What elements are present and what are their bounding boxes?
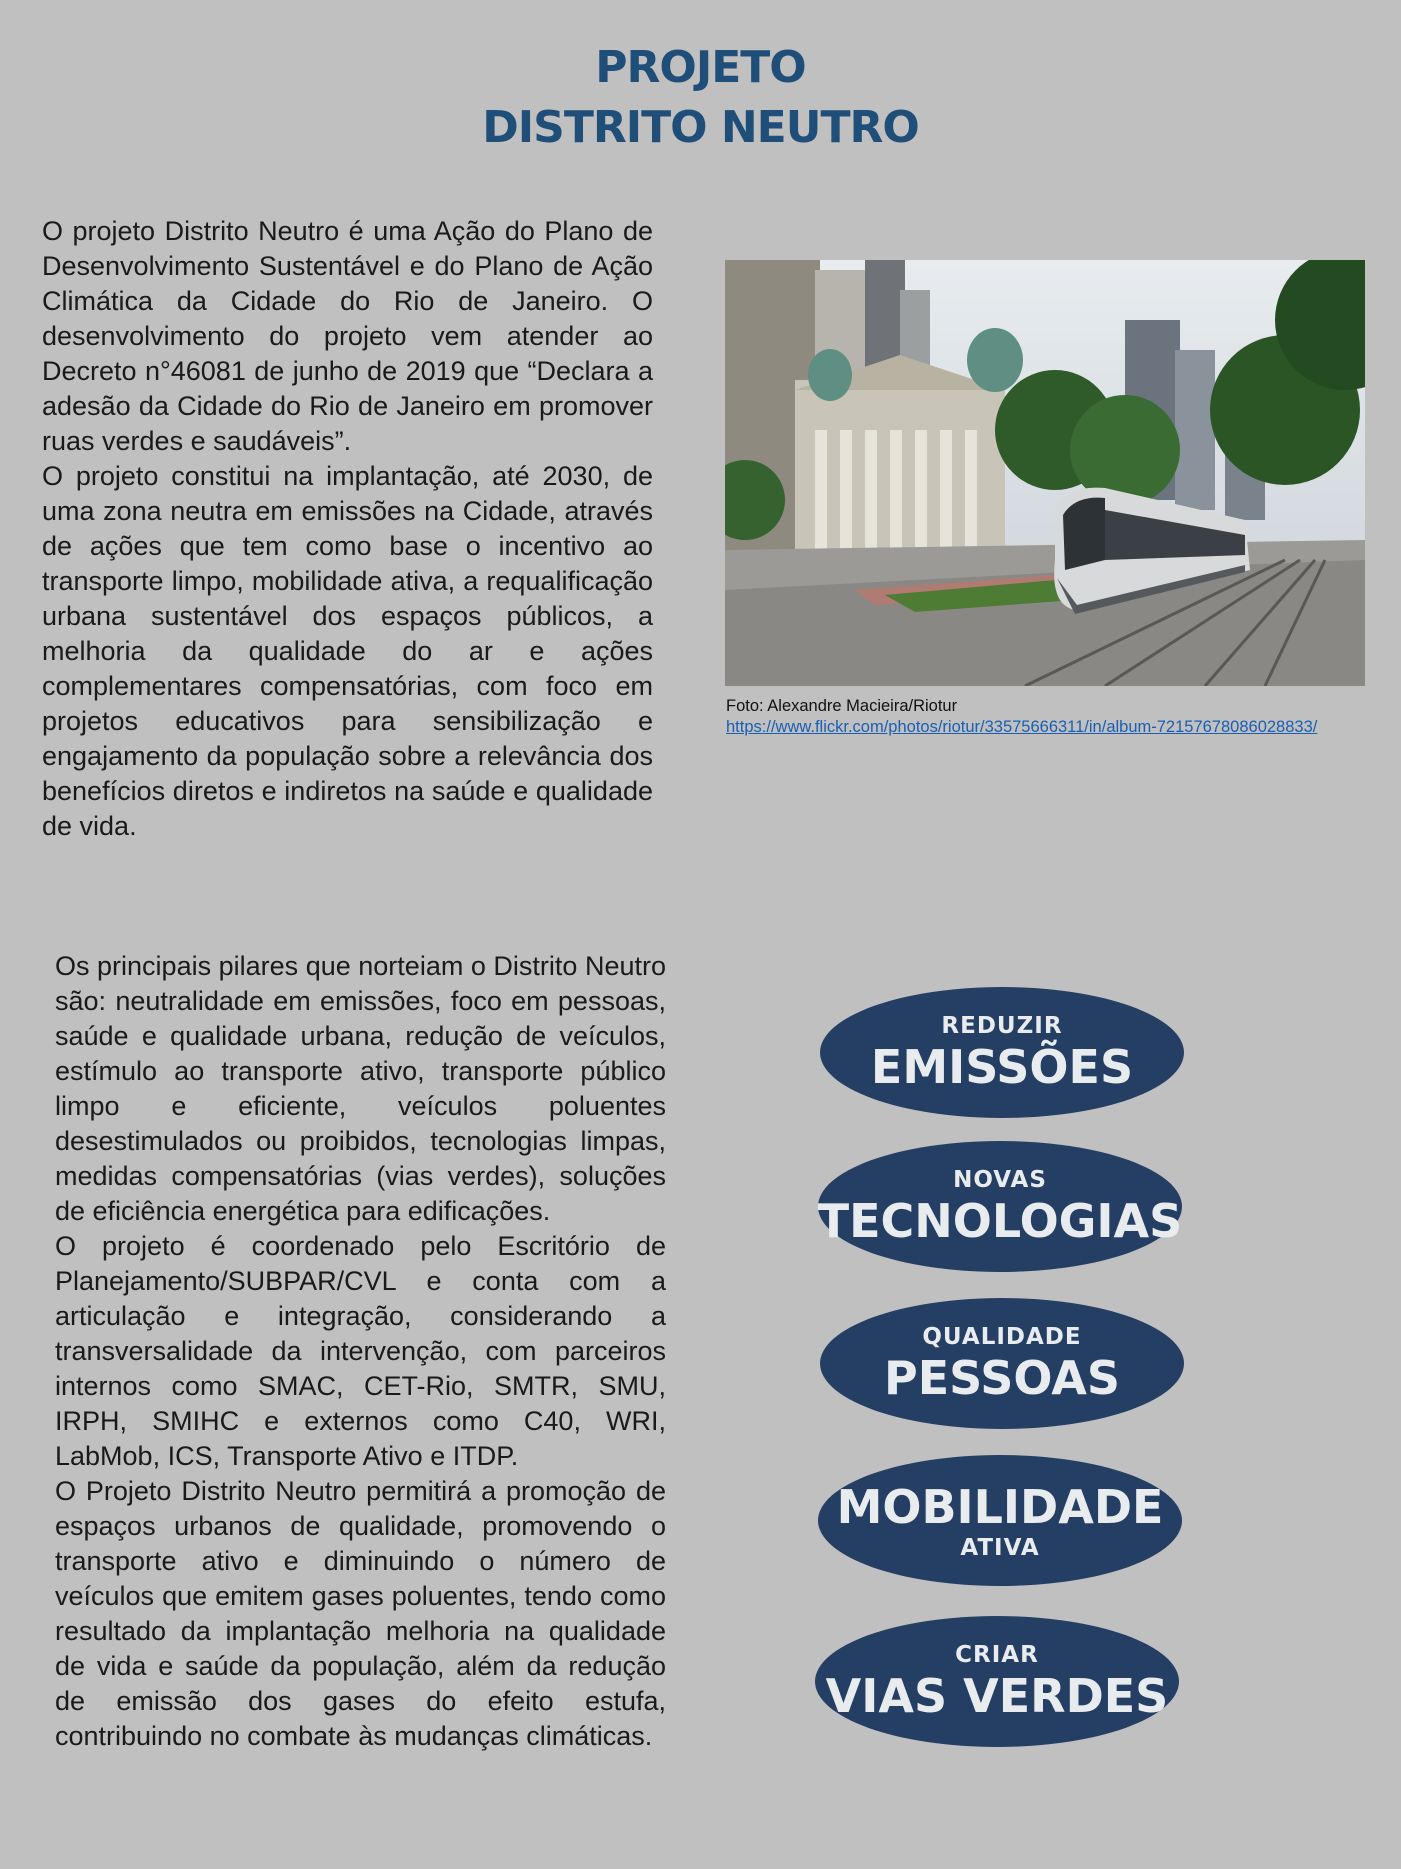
photo-credit: Foto: Alexandre Macieira/Riotur <box>726 697 958 715</box>
pillar-criar-label: CRIAR <box>955 1641 1039 1668</box>
intro-paragraph-1: O projeto Distrito Neutro é uma Ação do Plano de Desenvolvimento Sustentável e do Plano de Ação Climática da Cidade do Rio de Janeiro. O desenvolvimento do projeto vem atender ao Decreto n°46081 de junho de 2019 que “Declara a adesão da Cidade do Rio de Janeiro em promover ruas verdes e saudáveis”. <box>42 216 653 456</box>
title-line-1: PROJETO <box>595 42 806 93</box>
pillar-criar-vias-verdes <box>815 1616 1179 1747</box>
pillar-reduzir-label: REDUZIR <box>941 1012 1063 1039</box>
photo-source-link[interactable]: https://www.flickr.com/photos/riotur/33575666311/in/album-72157678086028833/ <box>726 718 1318 736</box>
pillar-emissoes-label: EMISSÕES <box>870 1039 1134 1094</box>
page-title <box>0 38 1401 158</box>
pillar-reduzir-emissoes <box>820 987 1184 1118</box>
pillar-pessoas-label: PESSOAS <box>884 1350 1120 1405</box>
pillars-paragraph-1: Os principais pilares que norteiam o Distrito Neutro são: neutralidade em emissões, foco em pessoas, saúde e qualidade urbana, redução de veículos, estímulo ao transporte ativo, transporte público limpo e eficiente, veículos poluentes desestimulados ou proibidos, tecnologias limpas, medidas compensatórias (vias verdes), soluções de eficiência energética para edificações. <box>55 951 666 1226</box>
pillars-text <box>55 949 666 1754</box>
pillar-qualidade-label: QUALIDADE <box>922 1323 1082 1350</box>
pillar-mobilidade-ativa <box>818 1455 1182 1586</box>
pillar-mobilidade-label: MOBILIDADE <box>836 1479 1164 1534</box>
pillars-paragraph-3: O Projeto Distrito Neutro permitirá a promoção de espaços urbanos de qualidade, promovendo o transporte ativo e diminuindo o número de veículos que emitem gases poluentes, tendo como resultado da implantação melhoria na qualidade de vida e saúde da população, além da redução de emissão dos gases do efeito estufa, contribuindo no combate às mudanças climáticas. <box>55 1476 666 1751</box>
photo-caption <box>726 696 1317 738</box>
pillars-paragraph-2: O projeto é coordenado pelo Escritório de Planejamento/SUBPAR/CVL e conta com a articulação e integração, considerando a transversalidade da intervenção, com parceiros internos como SMAC, CET-Rio, SMTR, SMU, IRPH, SMIHC e externos como C40, WRI, LabMob, ICS, Transporte Ativo e ITDP. <box>55 1231 666 1471</box>
intro-paragraph-2: O projeto constitui na implantação, até 2030, de uma zona neutra em emissões na Cidade, através de ações que tem como base o incentivo ao transporte limpo, mobilidade ativa, a requalificação urbana sustentável dos espaços públicos, a melhoria da qualidade do ar e ações complementares compensatórias, com foco em projetos educativos para sensibilização e engajamento da população sobre a relevância dos benefícios diretos e indiretos na saúde e qualidade de vida. <box>42 461 653 841</box>
intro-text <box>42 214 653 844</box>
tram-photo <box>725 260 1365 686</box>
pillar-vias-verdes-label: VIAS VERDES <box>825 1668 1169 1723</box>
pillar-novas-label: NOVAS <box>953 1166 1047 1193</box>
pillar-novas-tecnologias <box>818 1141 1182 1272</box>
pillar-ativa-label: ATIVA <box>960 1534 1040 1561</box>
tram-photo-illustration <box>725 260 1365 686</box>
title-line-2: DISTRITO NEUTRO <box>482 102 919 153</box>
pillar-qualidade-pessoas <box>820 1298 1184 1429</box>
pillar-tecnologias-label: TECNOLOGIAS <box>817 1193 1183 1248</box>
